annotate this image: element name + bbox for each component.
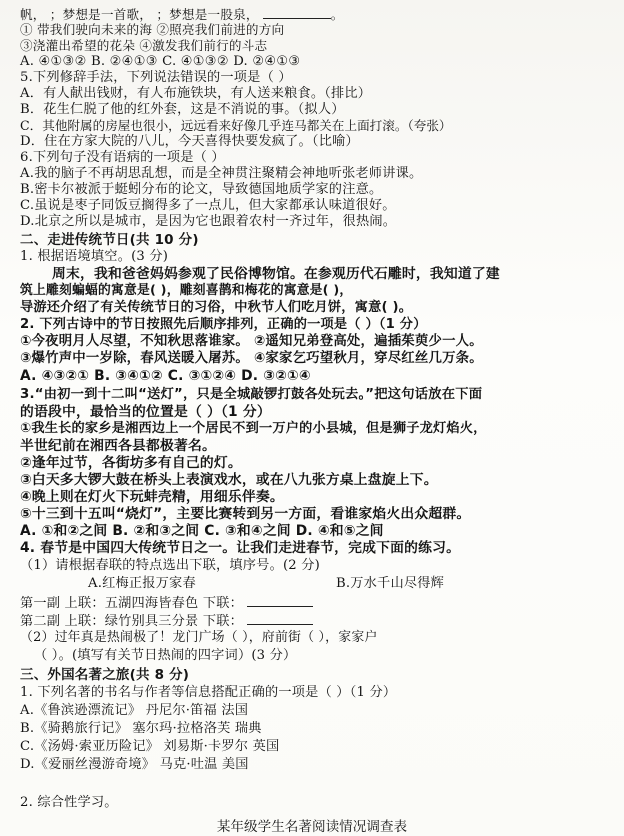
- s2-q4-stem: 4. 春节是中国四大传统节日之一。让我们走进春节，完成下面的练习。: [20, 540, 461, 556]
- s2-q2-poem-2: ③爆竹声中一岁除，春风送暖入屠苏。 ④家家乞巧望秋月，穿尽红丝几万条。: [20, 351, 483, 366]
- s3-q1-option-c: C.《汤姆·索亚历险记》 刘易斯·卡罗尔 英国: [20, 739, 280, 754]
- section-3-heading: 三、外国名著之旅(共 8 分): [20, 667, 190, 683]
- s2-q3-para-2: ②逢年过节，各街坊多有自己的灯。: [20, 455, 242, 471]
- q6-option-a: A.我的脑子不再胡思乱想，而是全神贯注聚精会神地听张老师讲课。: [20, 166, 423, 181]
- s3-q1-option-b: B.《骑鹅旅行记》 塞尔玛·拉格洛芙 瑞典: [20, 721, 262, 736]
- q6-option-b: B.密卡尔被派于蜓蚓分布的论文，导致德国地质学家的注意。: [20, 182, 383, 197]
- q5-stem: 5.下列修辞手法，下列说法错误的一项是（ ）: [20, 70, 292, 85]
- s3-q1-option-a: A.《鲁滨逊漂流记》 丹尼尔·笛福 法国: [20, 703, 249, 718]
- s2-q3-para-1b: 半世纪前在湘西各县都极著名。: [20, 438, 216, 454]
- survey-table-title: 某年级学生名著阅读情况调查表: [216, 819, 408, 835]
- couplet-option-b: B.万水千山尽得辉: [336, 576, 444, 591]
- s2-q3-choices: A. ①和②之间 B. ②和③之间 C. ③和④之间 D. ④和⑤之间: [20, 523, 384, 539]
- s2-q4-sub2: （2）过年真是热闹极了！龙门广场（ ），府前街（ ），家家户: [20, 630, 378, 645]
- s2-q3-para-1: ①我生长的家乡是湘西边上一个居民不到一万户的小县城，但是狮子龙灯焰火，: [20, 421, 487, 436]
- q6-option-c: C.虽说是枣子同饭豆搁得多了一点儿，但大家都承认味道很好。: [20, 198, 396, 213]
- s2-q3-stem-2: 的语段中，最恰当的位置是（ ）（1 分）: [20, 404, 271, 420]
- q4-poem-line: 帆， ；梦想是一首歌， ；梦想是一股泉， 。: [20, 7, 344, 22]
- s3-q1-stem: 1. 下列名著的书名与作者等信息搭配正确的一项是（ ）（1 分）: [20, 685, 397, 700]
- s2-q2-poem-1: ①今夜明月人尽望，不知秋思落谁家。 ②遥知兄弟登高处，遍插茱萸少一人。: [20, 334, 483, 349]
- s3-q1-option-d: D.《爱丽丝漫游奇境》 马克·吐温 美国: [20, 757, 249, 772]
- s2-q3-para-5: ⑤十三到十五叫“烧灯”，主要比赛转到另一方面，看谁家焰火出众超群。: [20, 506, 471, 522]
- couplet-2-answer-blank[interactable]: [247, 612, 313, 625]
- q5-option-a: A．有人献出钱财，有人布施铁块，有人送来粮食。（排比）: [20, 86, 372, 101]
- s2-q1-passage-3: 导游还介绍了有关传统节日的习俗，中秋节人们吃月饼，寓意( )。: [20, 300, 413, 315]
- s2-q4-sub1: （1）请根据春联的特点选出下联，填序号。(2 分): [20, 558, 321, 573]
- answer-blank[interactable]: [263, 6, 331, 19]
- q5-option-c: C．其他附属的房屋也很小，远远看来好像几乎连马都关在上面打滚。（夸张）: [20, 118, 452, 133]
- q4-choices: A. ④①③② B. ②④①③ C. ④①③② D. ②④①③: [20, 54, 301, 69]
- s2-q3-para-3: ③白天多大锣大鼓在桥头上表演戏水，或在八九张方桌上盘旋上下。: [20, 472, 438, 488]
- section-2-heading: 二、走进传统节日(共 10 分): [20, 232, 199, 248]
- s2-q1-passage-2: 筑上雕刻蝙蝠的寓意是( )，雕刻喜鹊和梅花的寓意是( )，: [20, 283, 353, 298]
- couplet-option-a: A.红梅正报万家春: [88, 576, 196, 591]
- q5-option-d: D．住在方家大院的八儿，今天喜得快要发疯了。（比喻）: [20, 134, 359, 149]
- s2-q4-sub2-cont: （ ）。(填写有关节日热闹的四字词）(3 分）: [34, 648, 297, 663]
- s2-q3-para-4: ④晚上则在灯火下玩蚌壳精，用细乐伴奏。: [20, 489, 284, 505]
- couplet-1-answer-blank[interactable]: [247, 594, 313, 607]
- couplet-2: 第二副 上联：绿竹别具三分景 下联：: [20, 612, 313, 630]
- s3-q2-stem: 2. 综合性学习。: [20, 795, 118, 810]
- s2-q1-stem: 1. 根据语境填空。(3 分): [20, 249, 169, 264]
- s2-q2-stem: 2. 下列古诗中的节日按照先后顺序排列，正确的一项是（ ）（1 分）: [20, 317, 427, 332]
- q6-option-d: D.北京之所以是城市，是因为它也跟着农村一齐过年，很热闹。: [20, 214, 397, 229]
- q6-stem: 6.下列句子没有语病的一项是（ ）: [20, 150, 225, 165]
- q4-option-line-2: ③浇灌出希望的花朵 ④激发我们前行的斗志: [20, 38, 268, 53]
- q4-option-line-1: ① 带我们驶向未来的海 ②照亮我们前进的方向: [20, 22, 285, 37]
- s2-q3-stem: 3.“由初一到十二叫“送灯”，只是全城敲锣打鼓各处玩去。”把这句话放在下面: [20, 387, 483, 402]
- s2-q2-choices: A. ④③②① B. ③④①② C. ③①②④ D. ③②①④: [20, 368, 311, 384]
- s2-q1-passage-1: 周末，我和爸爸妈妈参观了民俗博物馆。在参观历代石雕时，我知道了建: [52, 266, 500, 282]
- couplet-1: 第一副 上联：五湖四海皆春色 下联：: [20, 594, 313, 612]
- q5-option-b: B．花生仁脱了他的红外套，这是不消说的事。（拟人）: [20, 102, 345, 117]
